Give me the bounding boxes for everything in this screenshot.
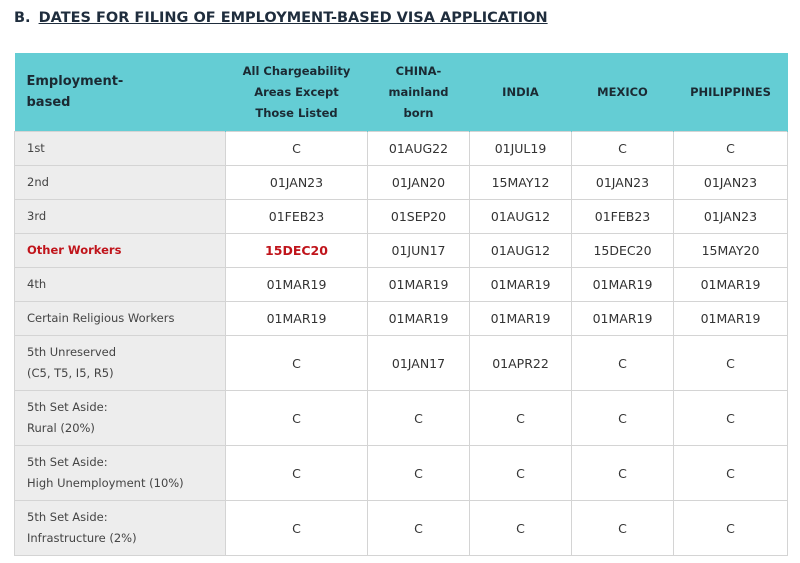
row-label-line: 1st — [27, 141, 45, 155]
header-india: INDIA — [470, 53, 572, 132]
header-all-chargeability-line: Areas Except — [254, 84, 339, 99]
date-cell: 01MAR19 — [572, 268, 674, 302]
table-body — [15, 132, 788, 556]
date-cell: 01FEB23 — [226, 200, 368, 234]
date-cell: C — [470, 501, 572, 556]
date-cell: 01MAR19 — [470, 268, 572, 302]
header-all-chargeability — [226, 53, 368, 132]
date-cell: 01SEP20 — [368, 200, 470, 234]
header-china — [368, 53, 470, 132]
row-label-line: 4th — [27, 277, 47, 291]
date-cell: C — [674, 132, 788, 166]
date-cell: 01AUG12 — [470, 234, 572, 268]
date-cell: C — [572, 501, 674, 556]
date-cell: 01APR22 — [470, 336, 572, 391]
date-cell: C — [572, 446, 674, 501]
row-label-line: Infrastructure (2%) — [27, 531, 137, 545]
date-cell: C — [368, 446, 470, 501]
row-label — [15, 336, 226, 391]
date-cell: 01JAN20 — [368, 166, 470, 200]
date-cell: 01MAR19 — [368, 302, 470, 336]
date-cell: 01MAR19 — [226, 302, 368, 336]
date-cell: 01JUN17 — [368, 234, 470, 268]
date-cell: C — [368, 501, 470, 556]
section-title-text: DATES FOR FILING OF EMPLOYMENT-BASED VISA APPLICATION — [38, 10, 548, 26]
date-cell: 15MAY20 — [674, 234, 788, 268]
table-row — [15, 302, 788, 336]
employment-dates-table — [14, 53, 788, 556]
table-row — [15, 268, 788, 302]
row-label — [15, 446, 226, 501]
date-cell: 01MAR19 — [674, 268, 788, 302]
date-cell: C — [572, 132, 674, 166]
table-row — [15, 336, 788, 391]
date-cell: 01MAR19 — [674, 302, 788, 336]
table-row — [15, 501, 788, 556]
header-mexico: MEXICO — [572, 53, 674, 132]
table-row — [15, 166, 788, 200]
row-label — [15, 166, 226, 200]
row-label — [15, 268, 226, 302]
date-cell: C — [674, 501, 788, 556]
header-philippines: PHILIPPINES — [674, 53, 788, 132]
table-row — [15, 200, 788, 234]
row-label-line: 5th Set Aside: — [27, 400, 108, 414]
header-china-line: CHINA- — [395, 63, 442, 78]
row-label-line: 3rd — [27, 209, 47, 223]
date-cell: 01AUG22 — [368, 132, 470, 166]
row-label-line: High Unemployment (10%) — [27, 476, 184, 490]
date-cell: C — [226, 501, 368, 556]
section-title — [14, 10, 548, 26]
header-china-line: born — [403, 105, 434, 120]
row-label — [15, 501, 226, 556]
row-label-line: 5th Set Aside: — [27, 510, 108, 524]
header-category-line: based — [26, 95, 71, 110]
date-cell: 01FEB23 — [572, 200, 674, 234]
date-cell: C — [470, 446, 572, 501]
row-label-line: Other Workers — [27, 243, 122, 257]
table-row — [15, 446, 788, 501]
date-cell: 01MAR19 — [368, 268, 470, 302]
date-cell: 01JAN23 — [674, 200, 788, 234]
date-cell: 01JAN23 — [226, 166, 368, 200]
row-label — [15, 132, 226, 166]
date-cell: 01MAR19 — [226, 268, 368, 302]
date-cell: 01MAR19 — [470, 302, 572, 336]
row-label — [15, 302, 226, 336]
table-row — [15, 391, 788, 446]
date-cell: C — [674, 336, 788, 391]
date-cell: C — [226, 132, 368, 166]
table-header-row — [15, 53, 788, 132]
date-cell: C — [226, 391, 368, 446]
date-cell: C — [368, 391, 470, 446]
header-category — [15, 53, 226, 132]
header-all-chargeability-line: Those Listed — [255, 105, 338, 120]
date-cell: 15DEC20 — [572, 234, 674, 268]
date-cell: 15MAY12 — [470, 166, 572, 200]
date-cell: C — [674, 391, 788, 446]
row-label-line: (C5, T5, I5, R5) — [27, 366, 114, 380]
date-cell: 01JAN17 — [368, 336, 470, 391]
row-label — [15, 391, 226, 446]
row-label — [15, 200, 226, 234]
date-cell: 01JUL19 — [470, 132, 572, 166]
date-cell: 01JAN23 — [674, 166, 788, 200]
row-label-line: 2nd — [27, 175, 49, 189]
row-label-line: Rural (20%) — [27, 421, 95, 435]
header-china-line: mainland — [388, 84, 449, 99]
date-cell: C — [572, 336, 674, 391]
header-all-chargeability-line: All Chargeability — [242, 63, 351, 78]
date-cell: 01AUG12 — [470, 200, 572, 234]
row-label-line: 5th Unreserved — [27, 345, 117, 359]
section-letter: B. — [14, 10, 31, 26]
row-label-line: 5th Set Aside: — [27, 455, 108, 469]
date-cell: C — [226, 446, 368, 501]
date-cell: C — [572, 391, 674, 446]
date-cell: C — [226, 336, 368, 391]
date-cell: C — [470, 391, 572, 446]
table-row — [15, 234, 788, 268]
table-row — [15, 132, 788, 166]
date-cell: C — [674, 446, 788, 501]
date-cell: 15DEC20 — [226, 234, 368, 268]
date-cell: 01JAN23 — [572, 166, 674, 200]
date-cell: 01MAR19 — [572, 302, 674, 336]
row-label — [15, 234, 226, 268]
row-label-line: Certain Religious Workers — [27, 311, 175, 325]
header-category-line: Employment- — [26, 74, 124, 89]
